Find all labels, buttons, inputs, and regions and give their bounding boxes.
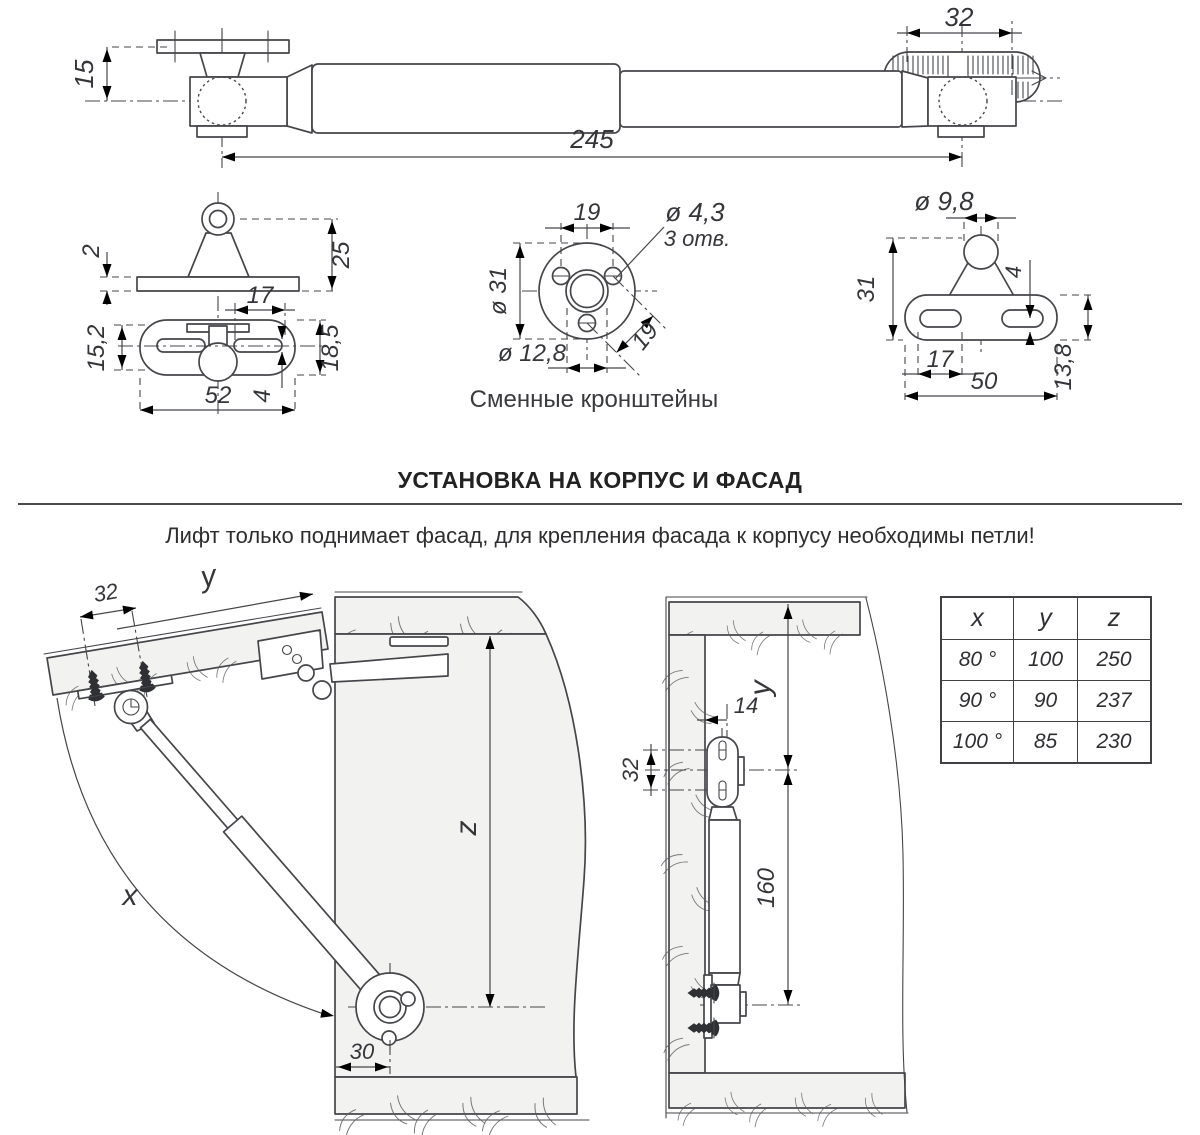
dim-label-19-top: 19 [573,199,601,226]
dim-label-dia-4-3: ø 4,3 [665,197,725,227]
gas-strut-drawing [69,2,1065,168]
dim-label-15: 15 [69,59,99,89]
divider-line [18,503,1182,505]
dim-label-dia-9-8: ø 9,8 [914,186,974,216]
dim-label-4-right: 4 [1001,265,1026,279]
dim-label-dia-31: ø 31 [485,266,512,316]
dim-label-3-holes: 3 отв. [663,226,731,251]
table-cell: 250 [1078,640,1150,681]
dim-label-245: 245 [570,124,614,154]
dim-label-z-open: z [450,820,483,836]
dim-label-18-5: 18,5 [317,324,344,372]
dim-label-19-diag: 19 [626,317,664,356]
dim-label-4-left: 4 [249,389,276,403]
table-cell: 90 [1014,681,1078,722]
dim-label-160: 160 [753,867,780,909]
table-header-x: x [942,598,1014,640]
xyz-table [940,596,1152,764]
open-position-diagram [44,559,589,1135]
dim-label-30: 30 [349,1039,375,1064]
dim-label-32-closed: 32 [618,757,643,783]
table-header-z: z [1078,598,1150,640]
table-cell: 85 [1014,722,1078,762]
dim-label-17-right: 17 [926,346,954,373]
dim-label-y-open: y [198,559,219,595]
dim-label-31: 31 [853,275,880,303]
table-header-y: y [1014,598,1078,640]
table-cell: 80 ° [942,640,1014,681]
dim-label-32-strut: 32 [944,2,974,32]
table-cell: 237 [1078,681,1150,722]
dim-label-dia-12-8: ø 12,8 [497,340,567,367]
dim-label-13-8: 13,8 [1050,343,1077,391]
dim-label-17-left: 17 [246,282,274,309]
dim-label-2: 2 [78,244,105,258]
table-cell: 90 ° [942,681,1014,722]
table-cell: 100 ° [942,722,1014,762]
dim-label-32-open: 32 [91,578,120,608]
brackets-caption: Сменные кронштейны [469,386,719,413]
dim-label-25: 25 [328,241,355,269]
installation-note: Лифт только поднимает фасад, для крепления фасада к корпусу необходимы петли! [165,523,1035,548]
dim-label-15-2: 15,2 [83,324,110,372]
table-cell: 100 [1014,640,1078,681]
dim-label-14: 14 [733,693,759,718]
section-title: УСТАНОВКА НА КОРПУС И ФАСАД [397,467,803,493]
dim-label-52: 52 [204,382,232,409]
table-cell: 230 [1096,730,1132,753]
bracket-left-drawing [78,192,355,415]
dim-label-x-open: x [122,879,138,912]
bracket-right-drawing [853,186,1094,401]
bracket-round-drawing [470,197,731,413]
dim-label-50: 50 [970,368,998,395]
closed-position-diagram [618,597,908,1128]
dim-label-y-closed: y [744,680,777,696]
